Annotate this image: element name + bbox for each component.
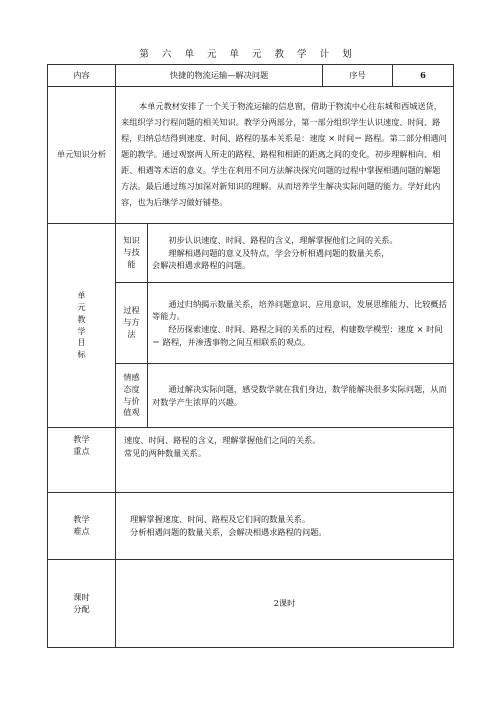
- content-value: 快捷的物流运输—解决问题: [116, 65, 323, 87]
- header-row: [48, 65, 454, 87]
- seq-label: 序号: [323, 65, 393, 87]
- document-title: 第 六 单 元 单 元 教 学 计 划: [139, 49, 357, 60]
- analysis-text: 本单元教材安排了一个关于物流运输的信息窗，借助于物流中心往东城和西城送货，来组织学习行程问题的相关知识。教学分两部分，第一部分组织学生认识速度、时间、路程，归纳总结得到速度、时间、路程的基本关系是：速度 × 时间＝ 路程。第二部分相遇问题的教学。通过观察两人所走的路程、路程和相距的距离之间的变化，初步理解相向、相距、相遇等术语的意义。学生在利用不同方法解决探究问题的过程中掌握相遇问题的解题方法。最后通过练习加深对新知识的理解。从而培养学生解决实际问题的能力。学好此内容，也为后继学习做好铺垫。: [116, 87, 454, 224]
- key-points-row: [48, 428, 454, 493]
- process-label: 过程 与方 法: [116, 283, 148, 364]
- hours-row: [48, 560, 454, 648]
- hours-value: 2课时: [116, 560, 454, 648]
- objective-knowledge-row: [48, 224, 454, 283]
- objectives-label: 单 元 教 学 目 标: [48, 224, 116, 428]
- knowledge-text: 初步认识速度、时间、路程的含义，理解掌握他们之间的关系。 理解相遇问题的意义及特点，学会分析相遇问题的数量关系， 会解决相遇求路程的问题。: [148, 224, 454, 283]
- key-points-label: 教学 重点: [48, 428, 116, 493]
- process-text: 通过归纳揭示数量关系，培养问题意识、应用意识，发展思维能力、比较概括等能力。 经历探索速度、时间、路程之间的关系的过程，构建数学模型：速度 × 时间＝ 路程，并渗透事物之间互相联系的观点。: [148, 283, 454, 364]
- difficulties-label: 教学 难点: [48, 493, 116, 560]
- key-points-text: 速度、时间、路程的含义，理解掌握他们之间的关系。 常见的两种数量关系。: [116, 428, 454, 493]
- analysis-row: [48, 87, 454, 224]
- emotion-text: 通过解决实际问题，感受数学就在我们身边，数学能解决很多实际问题，从而对数学产生浓厚的兴趣。: [148, 364, 454, 428]
- seq-value: 6: [393, 65, 454, 87]
- unit-plan-table: [47, 64, 454, 648]
- knowledge-label: 知识 与技 能: [116, 224, 148, 283]
- emotion-label: 情感 态度 与价 值观: [116, 364, 148, 428]
- analysis-label: 单元知识分析: [48, 87, 116, 224]
- difficulties-text: 理解掌握速度、时间、路程及它们间的数量关系。 分析相遇问题的数量关系，会解决相遇求路程的问题。: [116, 493, 454, 560]
- content-label: 内容: [48, 65, 116, 87]
- hours-label: 课时 分配: [48, 560, 116, 648]
- difficulties-row: [48, 493, 454, 560]
